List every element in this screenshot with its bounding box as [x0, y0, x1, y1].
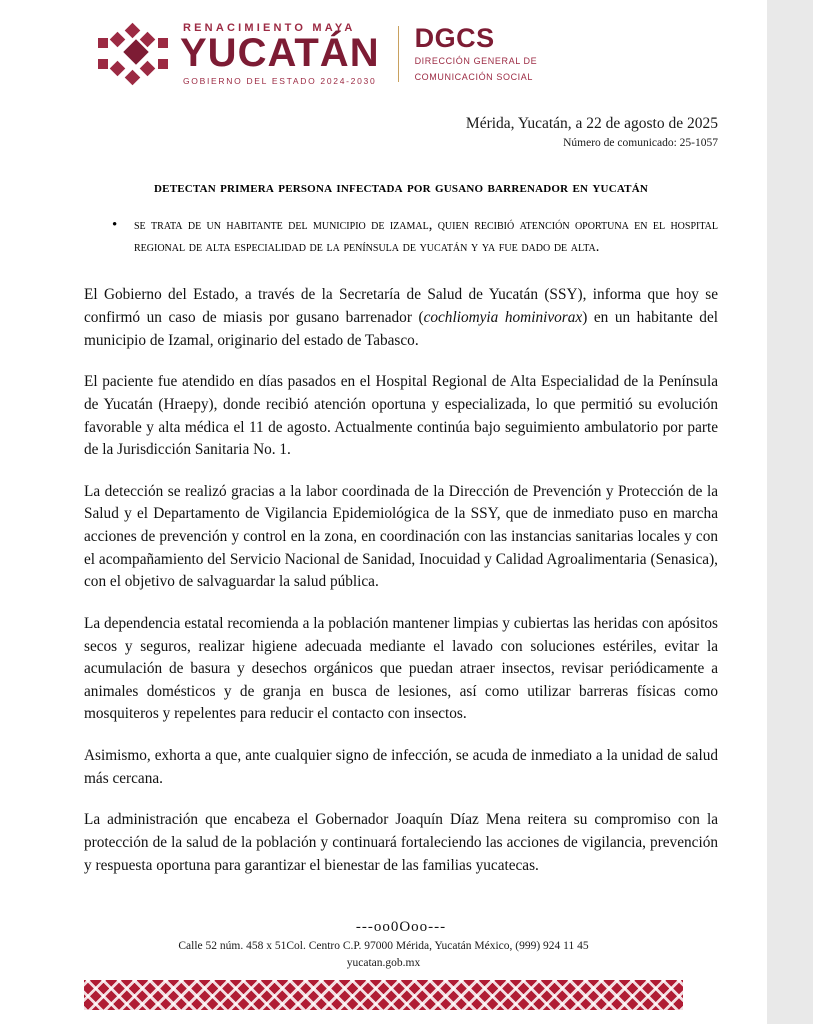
paragraph-1-italic: cochliomyia hominivorax [423, 309, 583, 327]
gobierno-del-estado-text: GOBIERNO DEL ESTADO 2024-2030 [183, 75, 377, 86]
paragraph-1-pre: El Gobierno del Estado, a través de la Secretaría de Salud de Yucatán (SSY), informa que hoy se confirmó un caso de miasis por gusano barrenador ( [84, 286, 718, 327]
dgcs-name-line1: DIRECCIÓN GENERAL DE [414, 56, 538, 67]
dgcs-acronym: DGCS [414, 23, 495, 54]
summary-bullet-list [84, 215, 718, 259]
footer-address: Calle 52 núm. 458 x 51Col. Centro C.P. 97000 Mérida, Yucatán México, (999) 924 11 45 [178, 939, 589, 952]
maya-pattern-ribbon-icon [84, 980, 683, 1010]
header-divider [398, 26, 399, 82]
paragraph-2: El paciente fue atendido en días pasados en el Hospital Regional de Alta Especialidad de la Península de Yucatán (Hraepy), donde recibió atención oportuna y especializada, lo que permitió su evolución favorable y alta médica el 11 de agosto. Actualmente continúa bajo seguimiento ambulatorio por parte de la Jurisdicción Sanitaria No. 1. [84, 373, 718, 459]
yucatan-maya-glyph-icon [96, 25, 170, 83]
dateline: Mérida, Yucatán, a 22 de agosto de 2025 [465, 115, 718, 132]
paragraph-1-post: ) en un habitante del municipio de Izamal, originario del estado de Tabasco. [84, 309, 718, 349]
comunicado-number: Número de comunicado: 25-1057 [563, 136, 718, 149]
page-title: detectan primera persona infectada por gusano barrenador en yucatán [154, 178, 648, 196]
paragraph-6: La administración que encabeza el Gobernador Joaquín Díaz Mena reitera su compromiso con la protección de la salud de la población y continuará fortaleciendo las acciones de vigilancia, prevención y respuesta oportuna para garantizar el bienestar de las familias yucatecas. [84, 811, 718, 874]
paragraph-5: Asimismo, exhorta a que, ante cualquier signo de infección, se acuda de inmediato a la unidad de salud más cercana. [84, 747, 718, 787]
dgcs-name-line2: COMUNICACIÓN SOCIAL [414, 71, 533, 82]
document-footer [0, 938, 767, 1024]
renacimiento-maya-text: RENACIMIENTO MAYA [183, 22, 356, 35]
paragraph-3: La detección se realizó gracias a la labor coordinada de la Dirección de Prevención y Protección de la Salud y el Departamento de Vigilancia Epidemiológica de la SSY, que de inmediato puso en marcha acciones de prevención y control en la zona, en coordinación con las instancias sanitarias locales y con el acompañamiento del Servicio Nacional de Sanidad, Inocuidad y Calidad Agroalimentaria (Senasica), con el objetivo de salvaguardar la salud pública. [84, 482, 718, 591]
paragraph-4: La dependencia estatal recomienda a la población mantener limpias y cubiertas las heridas con apósitos secos y seguros, realizar higiene adecuada mediante el lavado con soluciones estériles, evitar la acumulación de basura y desechos orgánicos que puedan atraer insectos, revisar periódicamente a animales domésticos y de granja en busca de lesiones, así como utilizar barreras físicas como mosquiteros y repelentes para reducir el contacto con insectos. [84, 614, 718, 723]
footer-website[interactable]: yucatan.gob.mx [346, 956, 421, 969]
dgcs-block [415, 25, 538, 82]
brand-block [180, 22, 380, 85]
list-item: • se trata de un habitante del municipio de izamal, quien recibió atención oportuna en el hospital regional de alta especialidad de la península de yucatán y ya fue dado de alta. [112, 215, 718, 259]
document-body [0, 114, 790, 936]
document-header [0, 0, 790, 86]
yucatan-wordmark: YUCATÁN [180, 31, 380, 76]
paragraph-1 [84, 284, 718, 352]
closing-mark: ---oo0Ooo--- [355, 919, 447, 936]
page-side-margin [767, 0, 790, 1024]
